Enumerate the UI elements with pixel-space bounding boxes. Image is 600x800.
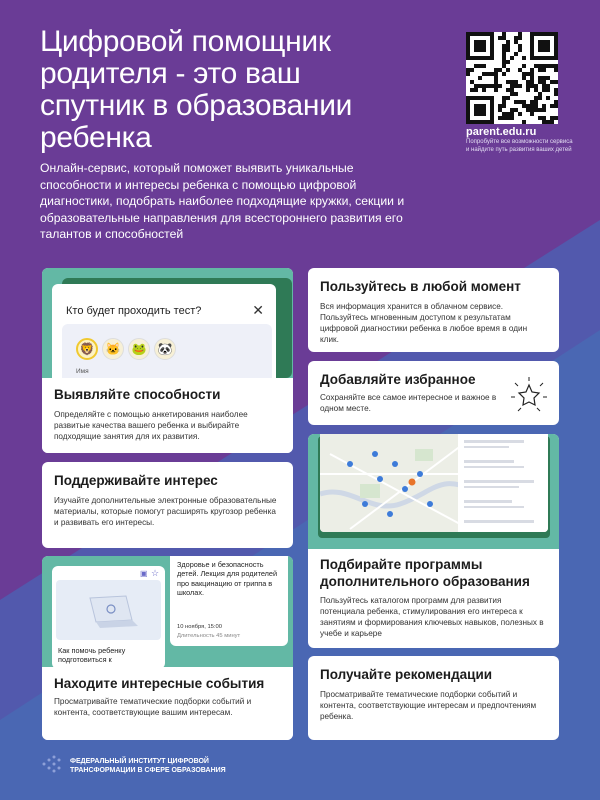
card-anytime-title: Пользуйтесь в любой момент	[320, 279, 521, 294]
card-favorites-text: Сохраняйте все самое интересное и важное в одном месте.	[320, 393, 497, 413]
test-picker-title: Кто будет проходить тест?	[66, 305, 202, 317]
card-anytime	[308, 268, 559, 352]
event-duration: Длительность 45 минут	[177, 633, 241, 639]
qr-code[interactable]	[466, 32, 558, 124]
card-interest-text: Изучайте дополнительные электронные образовательные материалы, которые помогут расширять кругозор ребенка и развивать его интересы.	[54, 496, 277, 527]
institute-logo-icon	[40, 754, 64, 774]
close-icon[interactable]: ✕	[252, 302, 264, 318]
card-recommendations-text: Просматривайте тематические подборки событий и контента, соответствующие интересам и предпочтениям ребенка.	[320, 690, 537, 721]
card-favorites-title: Добавляйте избранное	[320, 372, 476, 387]
card-abilities-title: Выявляйте способности	[54, 387, 221, 402]
card-events-title: Находите интересные события	[54, 676, 265, 691]
card-recommendations-title: Получайте рекомендации	[320, 667, 493, 682]
card-anytime-text: Вся информация хранится в облачном сервисе. Пользуйтесь мгновенным доступом к результатам цифровой диагностики ребенка в любое время в один клик.	[320, 302, 528, 344]
card-favorites	[308, 361, 559, 425]
avatar-cat[interactable]: 🐱	[102, 338, 124, 360]
event-date: 10 ноября, 15:00	[177, 624, 222, 630]
card-interest-title: Поддерживайте интерес	[54, 473, 218, 488]
event-text: Здоровье и безопасность детей. Лекция для родителей про вакцинацию от гриппа в школах.	[177, 560, 278, 597]
card-abilities	[42, 268, 293, 453]
star-sparkle-icon	[509, 375, 549, 415]
name-field-label: Имя	[76, 368, 89, 375]
page-title: Цифровой помощник родителя - это ваш спутник в образовании ребенка	[40, 25, 353, 154]
card-programs-text: Пользуйтесь каталогом программ для развития потенциала ребенка, стимулирования его интереса к занятиям и формирования ключевых навыков, полезных в учебе и карьере	[320, 596, 544, 638]
card-interest	[42, 462, 293, 548]
event-card[interactable]	[170, 556, 288, 646]
laptop-icon	[80, 594, 140, 630]
lead-text: Онлайн-сервис, который поможет выявить уникальные способности и интересы ребенка с помощью цифровой диагностики, подобрать наиболее подходящие кружки, секции и образовательные направления для всестороннего развития его талантов и способностей	[40, 161, 405, 241]
card-events-text: Просматривайте тематические подборки событий и контента, соответствующие вашим интересам.	[54, 697, 252, 717]
card-programs	[308, 434, 559, 648]
article-card[interactable]	[52, 566, 165, 669]
card-events	[42, 556, 293, 740]
avatar-frog[interactable]: 🐸	[128, 338, 150, 360]
card-programs-title: Подбирайте программы дополнительного образования	[320, 557, 530, 589]
card-recommendations	[308, 656, 559, 740]
article-image	[56, 580, 161, 640]
bookmark-icon[interactable]: ▣	[140, 569, 148, 578]
card-abilities-illustration	[42, 268, 293, 378]
card-abilities-text: Определяйте с помощью анкетирования наиболее развитые качества вашего ребенка и выбирайте подходящие занятия для их развития.	[54, 410, 248, 441]
avatar-panda[interactable]: 🐼	[154, 338, 176, 360]
footer-org: ФЕДЕРАЛЬНЫЙ ИНСТИТУТ ЦИФРОВОЙ ТРАНСФОРМАЦИИ В СФЕРЕ ОБРАЗОВАНИЯ	[70, 758, 226, 774]
map-view[interactable]	[320, 434, 548, 532]
article-title: Как помочь ребенку подготовиться к	[58, 646, 126, 665]
card-programs-illustration	[308, 434, 559, 549]
qr-url[interactable]: parent.edu.ru	[466, 126, 537, 138]
avatar-lion[interactable]: 🦁	[76, 338, 98, 360]
qr-caption: Попробуйте все возможности сервиса и найдите путь развития ваших детей	[466, 139, 573, 153]
star-icon[interactable]: ☆	[151, 568, 160, 578]
card-events-illustration	[42, 556, 293, 667]
